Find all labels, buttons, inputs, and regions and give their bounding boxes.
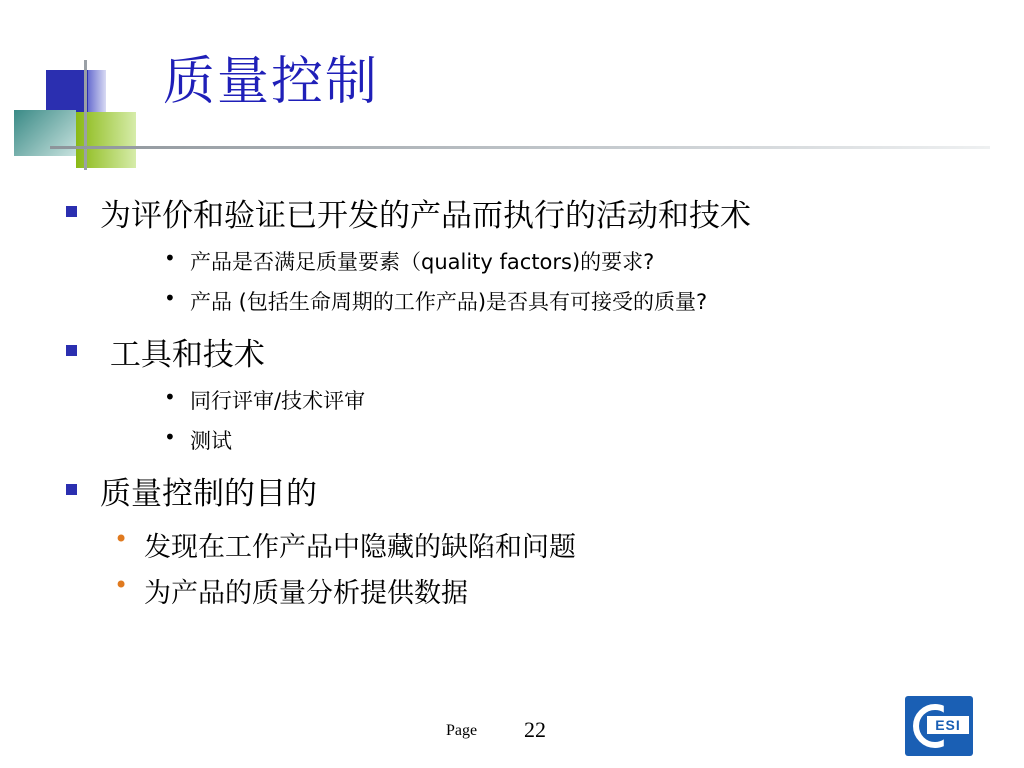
bullet-heading-3: 质量控制的目的 [100,476,317,512]
bullet-heading-2: 工具和技术 [100,337,265,373]
sub-item-2-2: 测试 [190,429,232,453]
square-bullet-icon [66,206,77,217]
sub-item-1-2: 产品 (包括生命周期的工作产品)是否具有可接受的质量? [190,290,708,314]
page-label: Page [446,722,478,739]
dot-bullet-icon: • [164,286,176,310]
decor-vertical-line [84,60,87,170]
dot-bullet-icon: • [164,425,176,449]
logo-text: ESI [927,716,969,734]
sub-item-1-1: 产品是否满足质量要素（quality factors)的要求? [190,250,655,274]
decor-square-blue-fade [88,70,106,112]
square-bullet-icon [66,484,77,495]
title-underline [50,146,990,149]
slide-title: 质量控制 [163,52,380,112]
sub-item-3-2: 为产品的质量分析提供数据 [144,578,468,609]
esi-logo [905,696,973,756]
orange-dot-bullet-icon: • [114,525,129,553]
sub-item-2-1: 同行评审/技术评审 [190,389,366,413]
decor-square-teal [14,110,76,156]
page-number: 22 [524,717,546,742]
square-bullet-icon [66,345,77,356]
dot-bullet-icon: • [164,385,176,409]
orange-dot-bullet-icon: • [114,571,129,599]
sub-item-3-1: 发现在工作产品中隐藏的缺陷和问题 [144,532,576,563]
dot-bullet-icon: • [164,246,176,270]
bullet-heading-1: 为评价和验证已开发的产品而执行的活动和技术 [100,198,751,234]
decor-square-blue [46,70,88,112]
